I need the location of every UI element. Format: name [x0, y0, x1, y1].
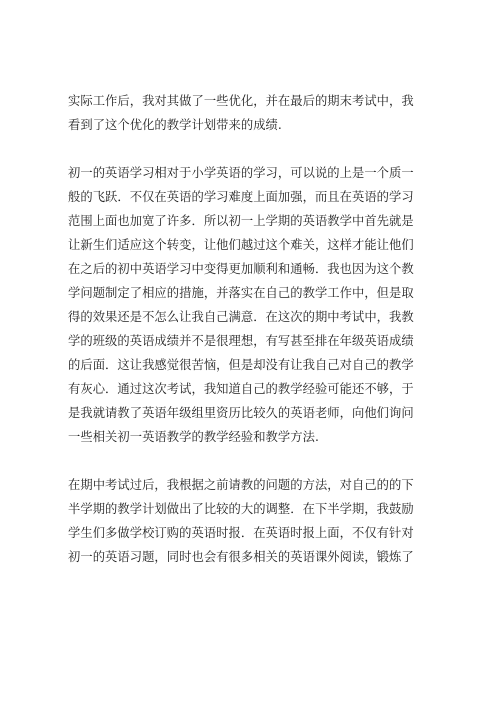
text-line: 范围上面也加宽了许多．所以初一上学期的英语教学中首先就是	[68, 214, 414, 228]
text-line: 实际工作后，我对其做了一些优化，并在最后的期末考试中，我	[68, 94, 414, 108]
text-line: 学问题制定了相应的措施，并落实在自己的教学工作中，但是取	[68, 286, 414, 300]
text-line: 学生们多做学校订购的英语时报．在英语时报上面，不仅有针对	[68, 526, 414, 540]
paragraph-3	[68, 473, 434, 569]
paragraph-1	[68, 89, 434, 137]
text-line: 有灰心．通过这次考试，我知道自己的教学经验可能还不够，于	[68, 382, 414, 396]
text-line: 在期中考试过后，我根据之前请教的问题的方法，对自己的的下	[68, 478, 414, 492]
text-line: 看到了这个优化的教学计划带来的成绩.	[68, 118, 282, 132]
text-line: 初一的英语习题，同时也会有很多相关的英语课外阅读，锻炼了	[68, 550, 414, 564]
text-line: 一些相关初一英语教学的教学经验和教学方法.	[68, 430, 319, 444]
text-line: 是我就请教了英语年级组里资历比较久的英语老师，向他们询问	[68, 406, 414, 420]
document-body	[68, 89, 434, 569]
text-line: 让新生们适应这个转变，让他们越过这个难关，这样才能让他们	[68, 238, 414, 252]
text-line: 学的班级的英语成绩并不是很理想，有写甚至排在年级英语成绩	[68, 334, 414, 348]
text-line: 半学期的教学计划做出了比较的大的调整．在下半学期，我鼓励	[68, 502, 414, 516]
text-line: 在之后的初中英语学习中变得更加顺利和通畅．我也因为这个教	[68, 262, 414, 276]
text-line: 得的效果还是不怎么让我自己满意．在这次的期中考试中，我教	[68, 310, 414, 324]
text-line: 般的飞跃．不仅在英语的学习难度上面加强，而且在英语的学习	[68, 190, 414, 204]
text-line: 初一的英语学习相对于小学英语的学习，可以说的上是一个质一	[68, 166, 414, 180]
paragraph-2	[68, 161, 434, 449]
text-line: 的后面．这让我感觉很苦恼，但是却没有让我自己对自己的教学	[68, 358, 414, 372]
